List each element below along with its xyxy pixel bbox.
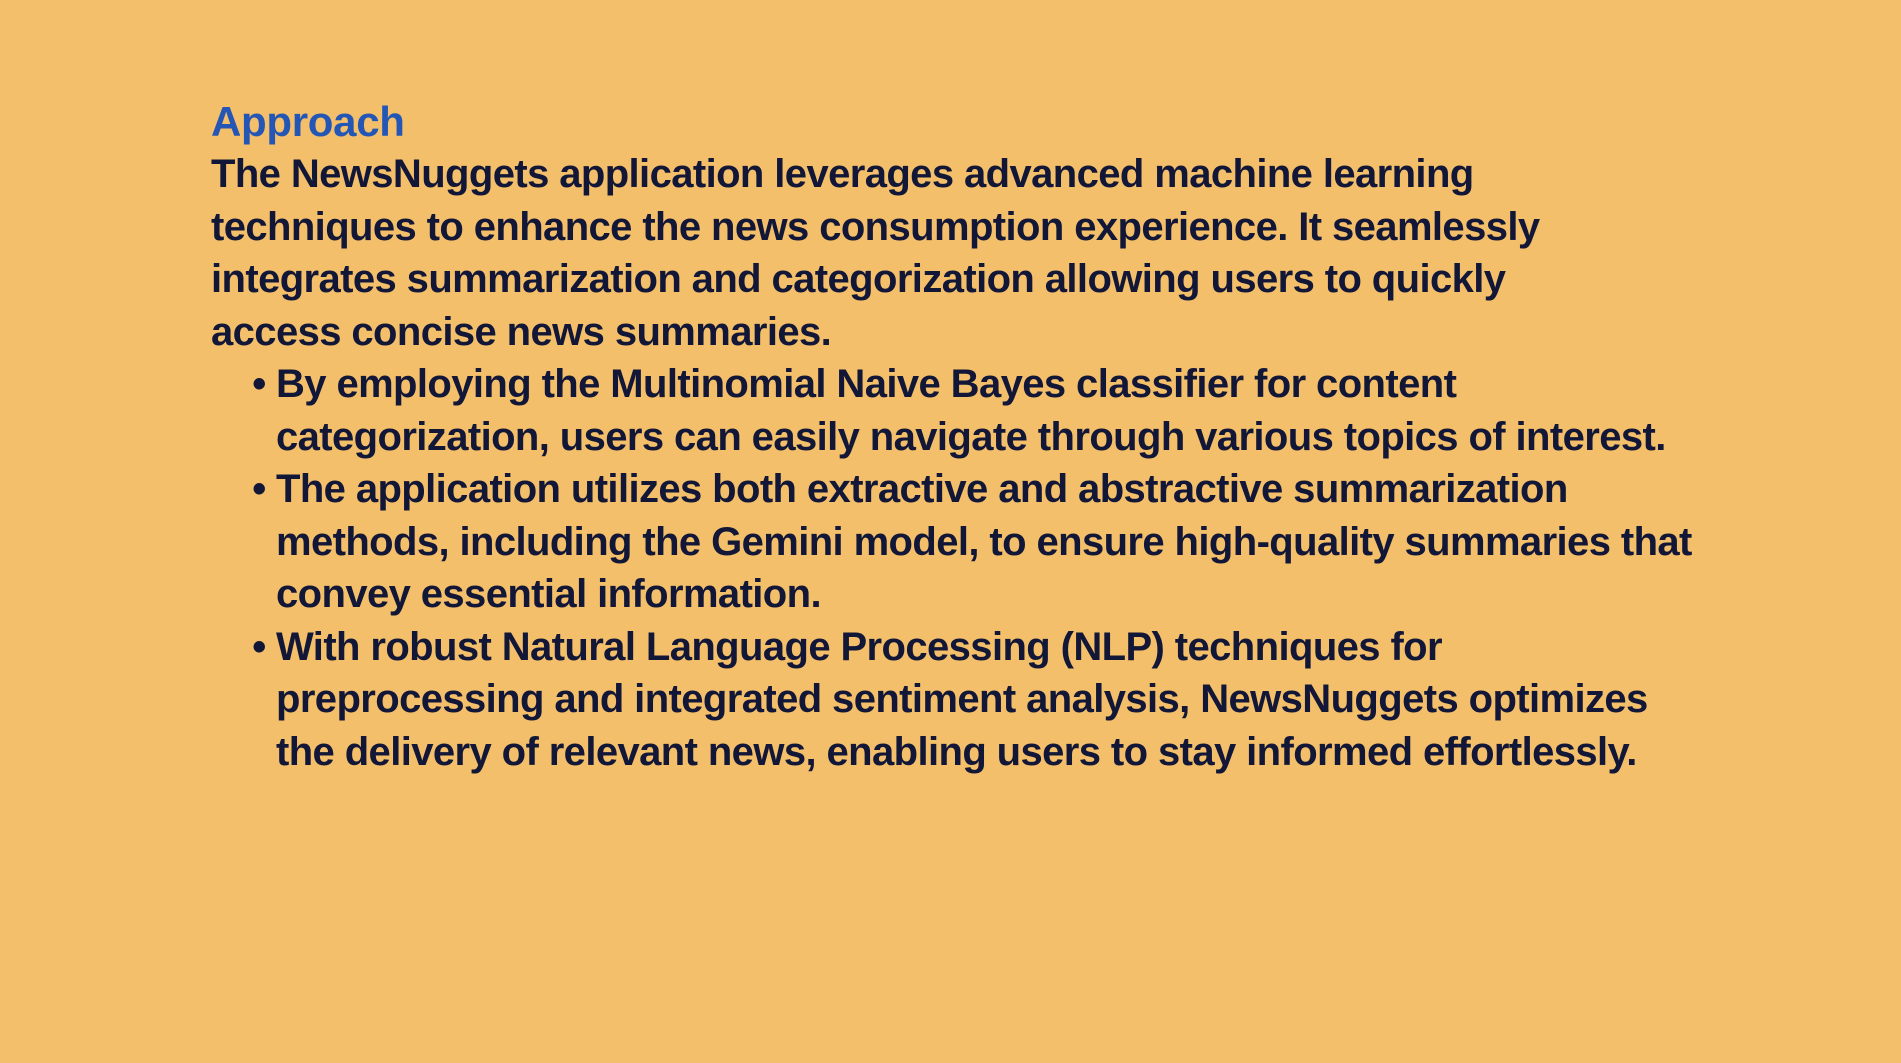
slide-content <box>211 96 1711 778</box>
bullet-text: With robust Natural Language Processing (NLP) techniques for preprocessing and integrated sentiment analysis, NewsNuggets optimizes the delivery of relevant news, enabling users to stay informed effortlessly. <box>276 624 1648 774</box>
bullet-item <box>211 463 1711 621</box>
slide-heading: Approach <box>211 98 405 145</box>
bullet-icon: • <box>252 362 266 406</box>
bullet-list <box>211 358 1711 778</box>
bullet-icon: • <box>252 624 266 669</box>
bullet-item <box>211 358 1711 463</box>
bullet-text: The application utilizes both extractive and abstractive summarization methods, including the Gemini model, to ensure high-quality summaries that convey essential information. <box>276 467 1692 616</box>
bullet-item <box>211 621 1711 779</box>
bullet-icon: • <box>252 467 266 511</box>
intro-paragraph: The NewsNuggets application leverages advanced machine learning techniques to enhance the news consumption experience. It seamlessly integrates summarization and categorization allowing users to quickly access concise news summaries. <box>211 152 1540 354</box>
bullet-text: By employing the Multinomial Naive Bayes classifier for content categorization, users can easily navigate through various topics of interest. <box>276 362 1666 459</box>
